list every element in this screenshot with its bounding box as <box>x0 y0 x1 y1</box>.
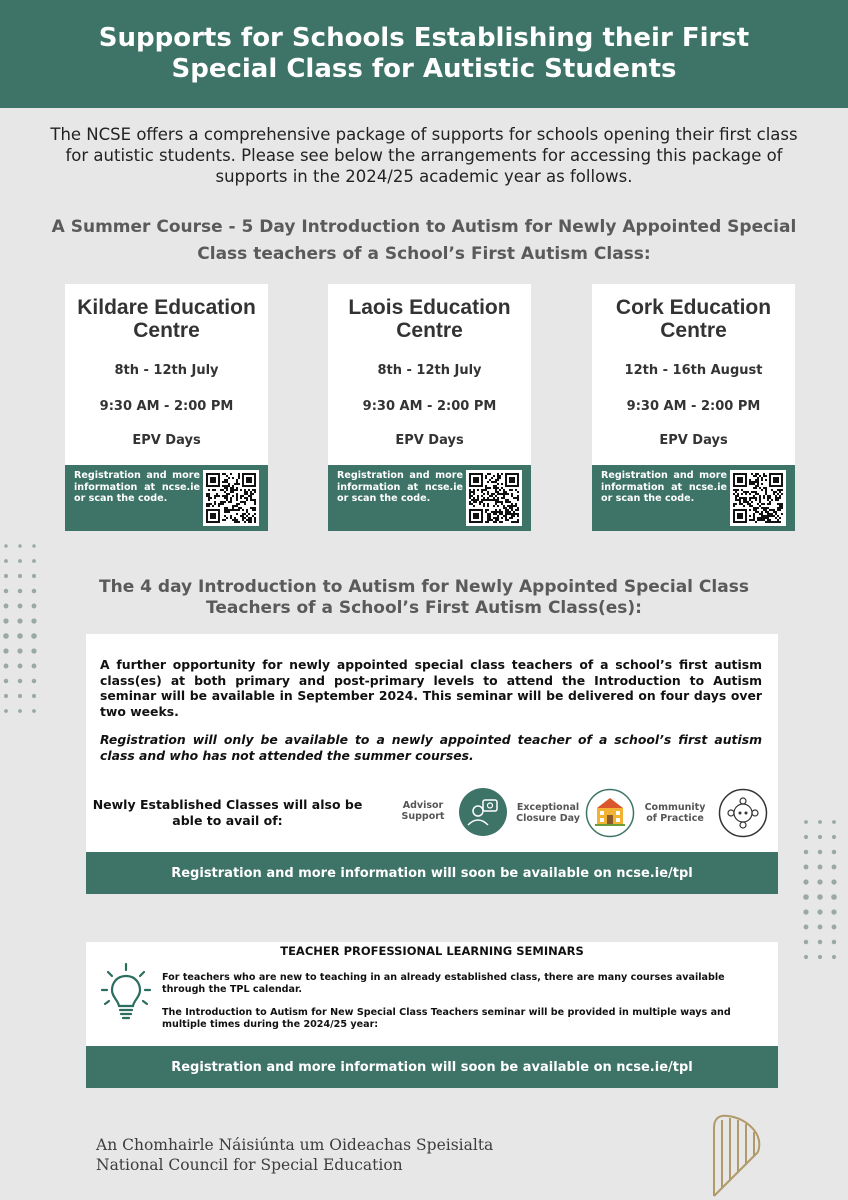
fourday-registration-bar[interactable]: Registration and more information will soon be available on ncse.ie/tpl <box>86 852 778 894</box>
harp-icon <box>704 1108 768 1200</box>
fourday-paragraph-2: Registration will only be available to a newly appointed teacher of a school’s first autism class and who has not attended the summer courses. <box>100 732 762 763</box>
venue-card-laois <box>328 284 531 531</box>
venue-epv: EPV Days <box>659 433 728 448</box>
fourday-paragraph-1: A further opportunity for newly appointed special class teachers of a school’s first autism class(es) at both primary and post-primary levels to attend the Introduction to Autism seminar will be available in September 2024. This seminar will be delivered on four days over two weeks. <box>100 657 762 719</box>
venue-dates: 8th - 12th July <box>114 363 219 378</box>
tpl-paragraph-2: The Introduction to Autism for New Special Class Teachers seminar will be provided in multiple ways and multiple times during the 2024/25 year: <box>162 1007 731 1030</box>
exceptional-closure-label: Exceptional Closure Day <box>516 802 580 824</box>
venue-name: Kildare Education Centre <box>77 296 256 342</box>
venue-time: 9:30 AM - 2:00 PM <box>99 399 234 414</box>
decorative-dots-left <box>0 540 46 728</box>
summer-course-title: A Summer Course - 5 Day Introduction to Autism for Newly Appointed Special Class teachers of a School’s First Autism Class: <box>51 217 797 264</box>
advisor-support-icon <box>458 787 508 837</box>
decorative-dots-right <box>800 816 848 964</box>
registration-panel <box>65 465 268 531</box>
registration-text: Registration and more information at ncse.ie or scan the code. <box>601 470 727 504</box>
qr-code-icon[interactable] <box>466 470 522 526</box>
school-building-icon <box>585 788 635 838</box>
venue-epv: EPV Days <box>132 433 201 448</box>
venue-dates: 12th - 16th August <box>624 363 763 378</box>
tpl-paragraph-1: For teachers who are new to teaching in an already established class, there are many courses available through the TPL calendar. <box>162 972 725 995</box>
header-banner <box>0 0 848 108</box>
intro-paragraph: The NCSE offers a comprehensive package of supports for schools opening their first class for autistic students. Please see below the arrangements for accessing this package of supports in the 2024/25 academic year as follows. <box>50 125 798 186</box>
venue-dates: 8th - 12th July <box>377 363 482 378</box>
registration-panel <box>328 465 531 531</box>
fourday-title: The 4 day Introduction to Autism for Newly Appointed Special Class Teachers of a School’s First Autism Class(es): <box>99 577 749 618</box>
avail-of-label: Newly Established Classes will also be able to avail of: <box>92 797 363 828</box>
community-network-icon <box>718 788 768 838</box>
footer-irish-name: An Chomhairle Náisiúnta um Oideachas Speisialta <box>96 1136 494 1154</box>
page-title: Supports for Schools Establishing their First Special Class for Autistic Students <box>98 23 750 84</box>
advisor-support-label: Advisor Support <box>401 800 445 822</box>
lightbulb-icon <box>100 962 152 1026</box>
registration-text: Registration and more information at ncse.ie or scan the code. <box>74 470 200 504</box>
tpl-title: TEACHER PROFESSIONAL LEARNING SEMINARS <box>280 944 584 958</box>
venue-name: Laois Education Centre <box>348 296 511 342</box>
qr-code-icon[interactable] <box>730 470 786 526</box>
tpl-registration-bar[interactable]: Registration and more information will soon be available on ncse.ie/tpl <box>86 1046 778 1088</box>
registration-text: Registration and more information at ncse.ie or scan the code. <box>337 470 463 504</box>
footer-english-name: National Council for Special Education <box>96 1156 403 1174</box>
qr-code-icon[interactable] <box>203 470 259 526</box>
venue-time: 9:30 AM - 2:00 PM <box>362 399 497 414</box>
venue-name: Cork Education Centre <box>615 296 772 342</box>
venue-card-cork <box>592 284 795 531</box>
venue-card-kildare <box>65 284 268 531</box>
venue-time: 9:30 AM - 2:00 PM <box>626 399 761 414</box>
community-practice-label: Community of Practice <box>644 802 706 824</box>
venue-epv: EPV Days <box>395 433 464 448</box>
registration-panel <box>592 465 795 531</box>
